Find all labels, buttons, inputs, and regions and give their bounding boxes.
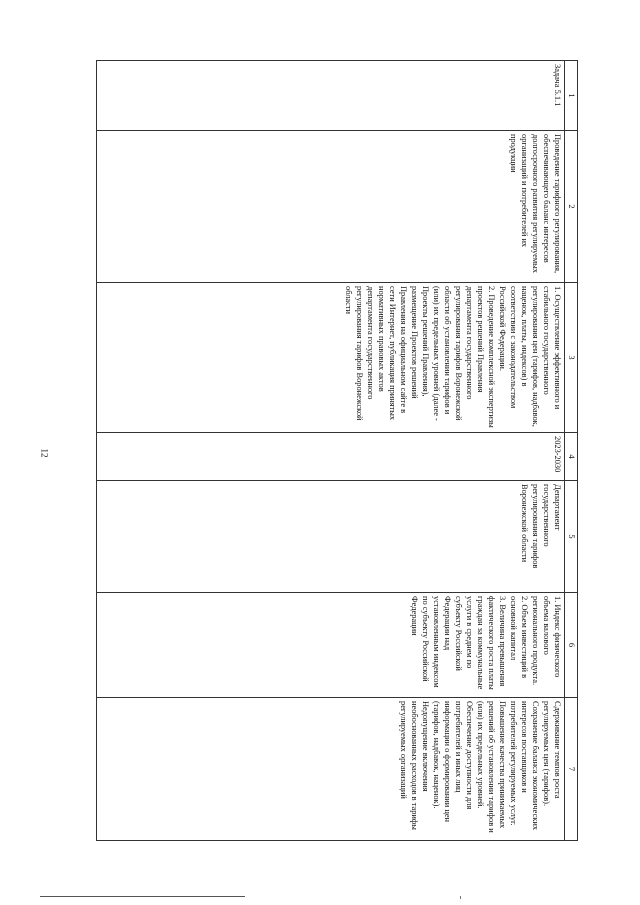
col-header-1: 1 xyxy=(565,61,578,131)
bottom-tick-mark xyxy=(460,896,461,899)
measures-cell xyxy=(97,283,565,433)
col-header-6: 6 xyxy=(565,593,578,698)
indicator-item: 2. Объем инвестиций в основной капитал xyxy=(509,596,529,679)
col-header-2: 2 xyxy=(565,131,578,283)
measure-item: 1. Осуществление эффективного и стабильного государственного регулирования цен (тарифов, надбавок, наценок, платы, индексов) в соответствии с законодательством Российской Федерации. xyxy=(498,286,562,427)
indicator-item: 1. Индекс физического объема валового регионального продукта. xyxy=(531,596,562,686)
measure-item: 2. Проведение комплексной экспертизы проектов решений Правления департамента государственного регулирования тарифов Воронежской области об установлении тарифов и (или) их предельных уровней (далее - Проекты решений Правления), размещение Проектов решений Правления на официальном сайте в сети Интернет, публикация принятых нормативных правовых актов департамента государственного регулирования тарифов Воронежской области xyxy=(344,286,496,428)
results-cell xyxy=(97,698,565,841)
result-item: Сохранение баланса экономических интересов поставщиков и потребителей регулируемых услуг. xyxy=(509,701,540,831)
table-row xyxy=(97,61,565,841)
col-header-3: 3 xyxy=(565,283,578,433)
document-table-rotated xyxy=(92,60,578,840)
page-number: 12 xyxy=(39,448,50,458)
result-item: Недопущение включения необоснованных расходов в тарифы регулируемых организаций xyxy=(399,701,430,830)
description-cell: Проведение тарифного регулирования, обеспечивающего баланс интересов долгосрочного развития регулируемых организаций и потребителей их продукции xyxy=(97,131,565,283)
indicators-cell xyxy=(97,593,565,698)
col-header-5: 5 xyxy=(565,481,578,593)
result-item: Повышение качества принимаемых решений об установлении тарифов и (или) их предельных уровней. xyxy=(476,701,507,833)
program-table xyxy=(96,60,578,841)
period-cell: 2023-2030 xyxy=(97,433,565,481)
executor-cell: Департамент государственного регулирования тарифов Воронежской области xyxy=(97,481,565,593)
task-cell: Задача 5.1.1 xyxy=(97,61,565,131)
header-row xyxy=(565,61,578,841)
indicator-item: 3. Величина превышения фактического роста платы граждан за коммунальные услуги в среднем по субъекту Российской Федерации над установленным индексом по субъекту Российской Федерации xyxy=(410,596,507,690)
result-item: Сдерживание темпов роста регулируемых цен (тарифов). xyxy=(542,701,562,807)
result-item: Обеспечение доступности для потребителей и иных лиц информации о формировании цен (тарифов, надбавок, наценок). xyxy=(432,701,474,823)
col-header-4: 4 xyxy=(565,433,578,481)
bottom-divider xyxy=(40,896,245,897)
col-header-7: 7 xyxy=(565,698,578,841)
